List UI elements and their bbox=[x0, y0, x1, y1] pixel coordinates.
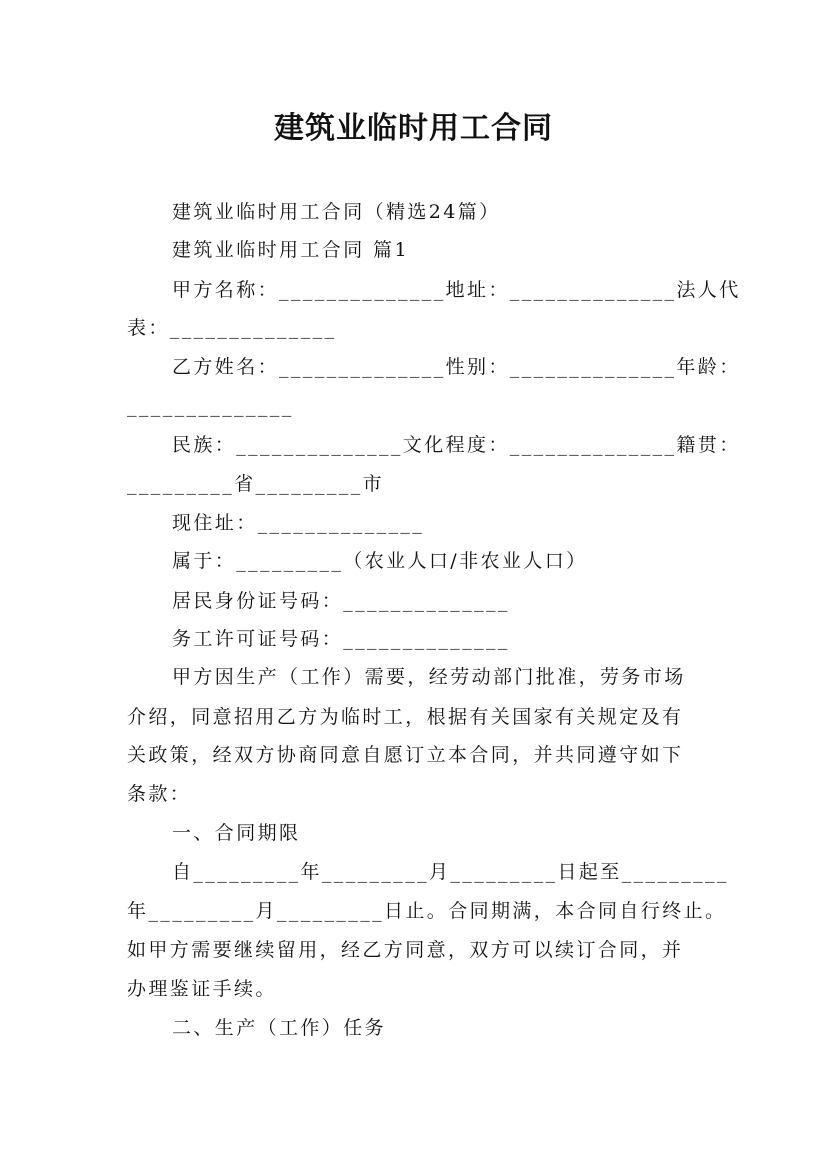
subtitle-line: 建筑业临时用工合同（精选24篇） bbox=[172, 201, 501, 223]
party-b-line: 乙方姓名：______________性别：______________年龄： bbox=[172, 356, 741, 378]
document-title: 建筑业临时用工合同 bbox=[274, 111, 553, 146]
paragraph-line: 如甲方需要继续留用，经乙方同意，双方可以续订合同，并 bbox=[127, 939, 684, 961]
paragraph-line: 办理鉴证手续。 bbox=[127, 978, 277, 1000]
paragraph-line: 甲方因生产（工作）需要，经劳动部门批准，劳务市场 bbox=[172, 666, 686, 688]
paragraph-line: 年_________月_________日止。合同期满，本合同自行终止。 bbox=[127, 900, 727, 922]
work-permit-line: 务工许可证号码：______________ bbox=[172, 628, 510, 650]
section-heading-line: 建筑业临时用工合同 篇1 bbox=[172, 239, 409, 261]
paragraph-line: 关政策，经双方协商同意自愿订立本合同，并共同遵守如下 bbox=[127, 744, 684, 766]
ethnicity-line: 民族：______________文化程度：______________籍贯： bbox=[172, 434, 741, 456]
party-b-age-line: ______________ bbox=[127, 395, 294, 417]
origin-line: _________省_________市 bbox=[127, 473, 384, 495]
address-line: 现住址：______________ bbox=[172, 512, 425, 534]
household-type-line: 属于：_________（农业人口/非农业人口） bbox=[172, 550, 588, 572]
party-a-rep-line: 表：______________ bbox=[127, 317, 337, 339]
paragraph-line: 条款： bbox=[127, 783, 192, 805]
paragraph-line: 介绍，同意招用乙方为临时工，根据有关国家有关规定及有 bbox=[127, 706, 684, 728]
party-a-line: 甲方名称：______________地址：______________法人代 bbox=[172, 279, 741, 301]
clause-heading-task: 二、生产（工作）任务 bbox=[172, 1017, 387, 1039]
id-number-line: 居民身份证号码：______________ bbox=[172, 590, 510, 612]
clause-heading-term: 一、合同期限 bbox=[172, 822, 301, 844]
paragraph-line: 自_________年_________月_________日起至_________ bbox=[172, 861, 729, 883]
